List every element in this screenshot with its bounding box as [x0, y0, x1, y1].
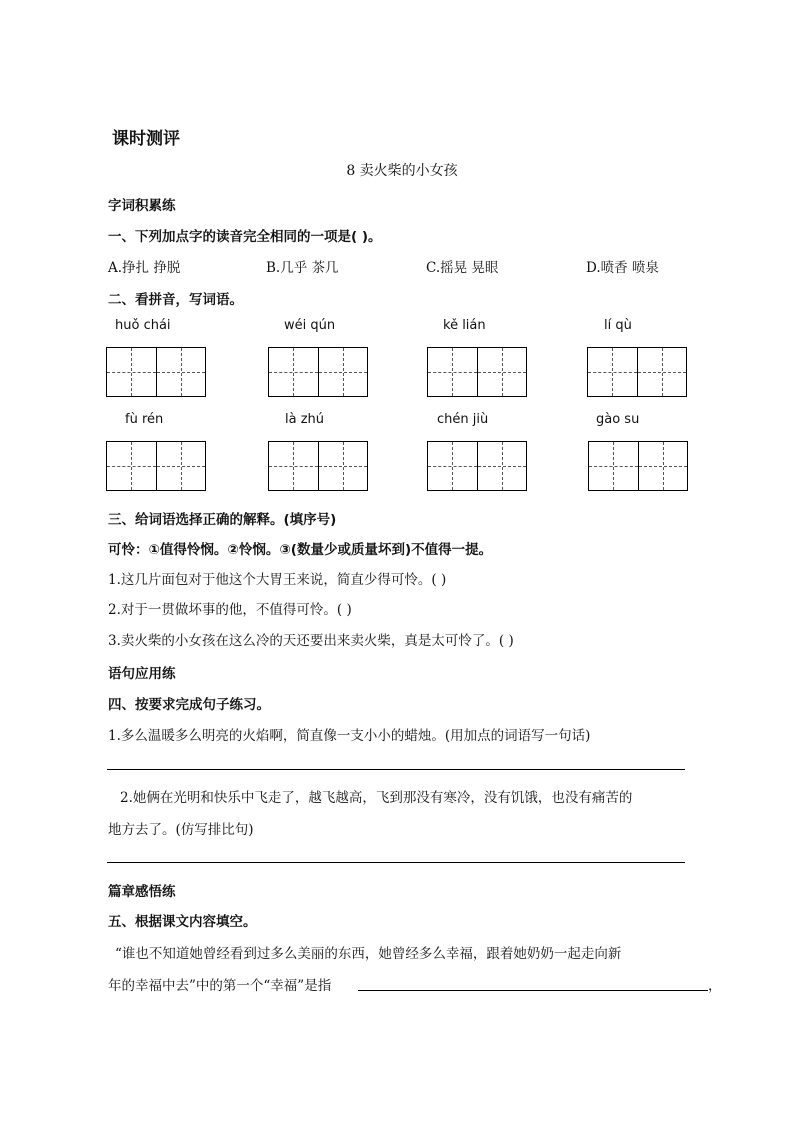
section-heading-sentences: 语句应用练	[108, 666, 176, 682]
question-1-stem: 一、下列加点字的读音完全相同的一项是( )。	[108, 229, 382, 245]
q5-line-end-comma: ，	[708, 978, 722, 994]
q4-item-2-line-1: 2.她俩在光明和快乐中飞走了，越飞越高，飞到那没有寒冷，没有饥饿，也没有痛苦的	[120, 790, 633, 806]
q4-item-1: 1.多么温暖多么明亮的火焰啊，简直像一支小小的蜡烛。(用加点的词语写一句话)	[108, 728, 591, 744]
pinyin-label: gào su	[596, 412, 640, 427]
page-title: 课时测评	[112, 129, 180, 149]
pinyin-label: là zhú	[285, 412, 325, 427]
q4-item-2-line-2: 地方去了。(仿写排比句)	[108, 822, 254, 838]
pinyin-label: lí qù	[604, 318, 632, 333]
answer-line[interactable]	[107, 769, 685, 770]
fill-blank-line[interactable]	[358, 990, 708, 991]
q5-text-line-1: “谁也不知道她曾经看到过多么美丽的东西，她曾经多么幸福，跟着她奶奶一起走向新	[115, 946, 622, 962]
question-5-stem: 五、根据课文内容填空。	[108, 914, 257, 930]
writing-grid[interactable]	[268, 441, 368, 491]
writing-grid[interactable]	[427, 441, 527, 491]
q1-option-a[interactable]: A.挣扎 挣脱	[108, 260, 181, 276]
q5-text-line-2: 年的幸福中去”中的第一个“幸福”是指	[108, 978, 332, 994]
pinyin-label: chén jiù	[437, 412, 489, 427]
q3-definitions: 可怜：①值得怜悯。②怜悯。③(数量少或质量坏到)不值得一提。	[108, 542, 493, 558]
q1-option-c[interactable]: C.摇晃 晃眼	[426, 260, 499, 276]
lesson-title: 8 卖火柴的小女孩	[346, 163, 458, 179]
writing-grid[interactable]	[106, 441, 206, 491]
writing-grid[interactable]	[106, 347, 206, 397]
question-4-stem: 四、按要求完成句子练习。	[108, 697, 270, 713]
question-3-stem: 三、给词语选择正确的解释。(填序号)	[108, 512, 337, 528]
section-heading-passage: 篇章感悟练	[108, 884, 176, 900]
writing-grid[interactable]	[268, 347, 368, 397]
q3-item-3: 3.卖火柴的小女孩在这么冷的天还要出来卖火柴，真是太可怜了。( )	[108, 633, 514, 649]
q1-option-d[interactable]: D.喷香 喷泉	[586, 260, 659, 276]
pinyin-label: kě lián	[443, 318, 486, 333]
writing-grid[interactable]	[588, 441, 688, 491]
q1-option-b[interactable]: B.几乎 茶几	[266, 260, 339, 276]
writing-grid[interactable]	[427, 347, 527, 397]
pinyin-label: huǒ chái	[115, 318, 171, 333]
section-heading-vocabulary: 字词积累练	[108, 198, 176, 214]
pinyin-label: fù rén	[125, 412, 164, 427]
pinyin-label: wéi qún	[284, 318, 336, 333]
answer-line[interactable]	[107, 862, 685, 863]
question-2-stem: 二、看拼音，写词语。	[108, 292, 243, 308]
q3-item-2: 2.对于一贯做坏事的他，不值得可怜。( )	[108, 602, 352, 618]
q3-item-1: 1.这几片面包对于他这个大胃王来说，简直少得可怜。( )	[108, 572, 447, 588]
writing-grid[interactable]	[587, 347, 687, 397]
